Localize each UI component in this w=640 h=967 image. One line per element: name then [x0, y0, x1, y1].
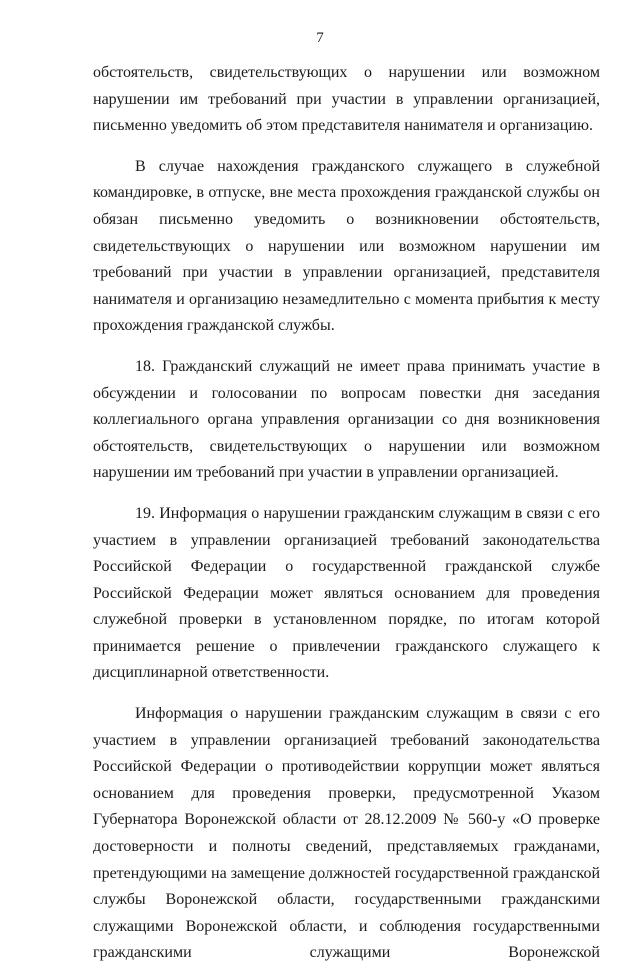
page-number: 7 [316, 30, 324, 46]
paragraph-item-18: 18. Гражданский служащий не имеет права принимать участие в обсуждении и голосовании по вопросам повестки дня заседания коллегиального органа управления организации со дня возникновения обстоятельств, свидетельствующих о нарушении или возможном нарушении им требований при участии в управлении организацией. [93, 357, 600, 482]
paragraph-item-19: 19. Информация о нарушении гражданским служащим в связи с его участием в управлении организацией требований законодательства Российской Федерации о государственной гражданской службе Российской Федерации может являться основанием для проведения служебной проверки в установленном порядке, по итогам которой принимается решение о привлечении гражданского служащего к дисциплинарной ответственности. [93, 504, 600, 682]
paragraph-continuation: обстоятельств, свидетельствующих о нарушении или возможном нарушении им требований при участии в управлении организацией, письменно уведомить об этом представителя нанимателя и организацию. [93, 64, 600, 135]
document-body [93, 60, 600, 967]
paragraph-corruption-info: Информация о нарушении гражданским служащим в связи с его участием в управлении организацией требований законодательства Российской Федерации о противодействии коррупции может являться основанием для проведения проверки, предусмотренной Указом Губернатора Воронежской области от 28.12.2009 № 560-у «О проверке достоверности и полноты сведений, представляемых гражданами, претендующими на замещение должностей государственной гражданской службы Воронежской области, государственными гражданскими служащими Воронежской области, и соблюдения государственными гражданскими служащими Воронежской [93, 705, 600, 962]
paragraph-business-trip: В случае нахождения гражданского служащего в служебной командировке, в отпуске, вне места прохождения гражданской службы он обязан письменно уведомить о возникновении обстоятельств, свидетельствующих о нарушении или возможном нарушении им требований при участии в управлении организацией, представителя нанимателя и организацию незамедлительно с момента прибытия к месту прохождения гражданской службы. [93, 157, 600, 335]
